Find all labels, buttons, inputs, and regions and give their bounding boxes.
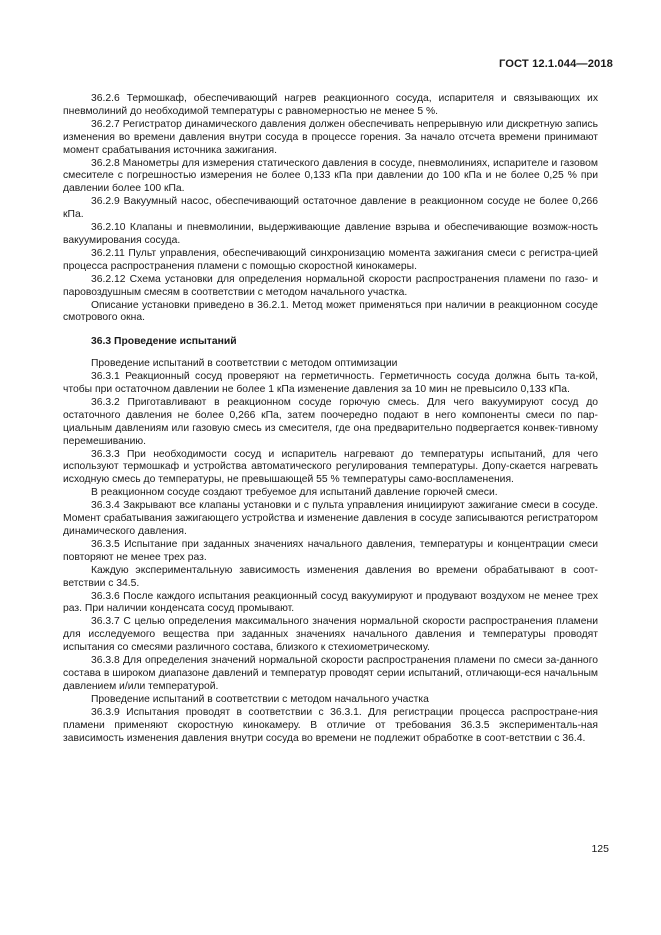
paragraph: 36.3.1 Реакционный сосуд проверяют на герметичность. Герметичность сосуда должна быть та-кой, чтобы при остаточном давлении не более 1 кПа изменение давления за 10 мин не превысило 0,133 кПа. [63,371,598,396]
paragraph: 36.3.5 Испытание при заданных значениях начального давления, температуры и концентрации смеси повторяют не менее трех раз. [63,538,598,563]
paragraph: 36.2.9 Вакуумный насос, обеспечивающий остаточное давление в реакционном сосуде не более 0,266 кПа. [63,196,598,221]
subheading-method: Проведение испытаний в соответствии с методом оптимизации [91,358,398,370]
paragraph: 36.3.7 С целью определения максимального значения нормальной скорости распространения пламени для исследуемого вещества при заданных значениях начального давления и температуры проводят испытания со смесями различного состава, близкого к стехиометрическому. [63,616,598,654]
section-heading: 36.3 Проведение испытаний [91,336,237,348]
paragraph: 36.3.3 При необходимости сосуд и испаритель нагревают до температуры испытаний, для чего используют термошкаф и устройства автоматического регулирования температуры. Допу-скается нагревать исходную смесь до температуры, не превышающей 55 % температуры само-воспламенения. [63,448,598,486]
paragraph: 36.3.9 Испытания проводят в соответствии с 36.3.1. Для регистрации процесса распростране-ния пламени применяют скоростную кинокамеру. В отличие от требования 36.3.5 эксперименталь-ная зависимость изменения давления внутри сосуда во времени не подлежит обработке в соот-ветствии с 36.4. [63,706,598,744]
paragraph: 36.3.8 Для определения значений нормальной скорости распространения пламени по смеси за-данного состава в широком диапазоне давлений и температур проводят серии испытаний, отличающи-еся начальным давлением и/или температурой. [63,655,598,692]
paragraph: Описание установки приведено в 36.2.1. Метод может применяться при наличии в реакционном сосуде смотрового окна. [63,299,598,324]
paragraph: 36.2.6 Термошкаф, обеспечивающий нагрев реакционного сосуда, испарителя и связывающих их пневмолиний до необходимой температуры с равномерностью не менее 5 %. [63,93,598,117]
paragraph: 36.2.10 Клапаны и пневмолинии, выдерживающие давление взрыва и обеспечивающие возмож-ность вакуумирования сосуда. [63,222,598,246]
paragraph: 36.2.7 Регистратор динамического давления должен обеспечивать непрерывную или дискретную запись изменения во времени давления внутри сосуда в процессе горения. За начало отсчета времени принимают момент срабатывания источника зажигания. [63,118,598,156]
document-code: ГОСТ 12.1.044—2018 [498,58,613,70]
paragraph: 36.2.8 Манометры для измерения статического давления в сосуде, пневмолиниях, испарителе и газовом смесителе с погрешностью измерения не более 0,133 кПа при давлении до 100 кПа и не более 0,25 % при давлении более 100 кПа. [63,157,598,195]
document-body [63,93,598,745]
paragraph: Каждую экспериментальную зависимость изменения давления во времени обрабатывают в соот-ветствии с 34.5. [63,564,598,589]
paragraph: 36.3.2 Приготавливают в реакционном сосуде горючую смесь. Для чего вакуумируют сосуд до остаточного давления не более 0,266 кПа, затем поочередно подают в него компоненты смеси по пар-циальным давлениям или газовую смесь из смесителя, где она предварительно подвергается конвек-тивному перемешиванию. [63,396,598,447]
subheading-method: Проведение испытаний в соответствии с методом начального участка [91,693,429,705]
paragraph: 36.2.11 Пульт управления, обеспечивающий синхронизацию момента зажигания смеси с регистра-цией процесса распространения пламени с помощью скоростной кинокамеры. [63,247,598,272]
paragraph: 36.3.6 После каждого испытания реакционный сосуд вакуумируют и продувают воздухом не менее трех раз. При наличии конденсата сосуд промывают. [63,590,598,615]
paragraph: 36.3.4 Закрывают все клапаны установки и с пульта управления инициируют зажигание смеси в сосуде. Момент срабатывания зажигающего устройства и изменение давления в сосуде записываются регистратором динамического давления. [63,500,598,537]
paragraph: 36.2.12 Схема установки для определения нормальной скорости распространения пламени по газо- и паровоздушным смесям в соответствии с методом начального участка. [63,273,598,298]
page-number: 125 [591,843,609,855]
paragraph: В реакционном сосуде создают требуемое для испытаний давление горючей смеси. [91,487,498,499]
